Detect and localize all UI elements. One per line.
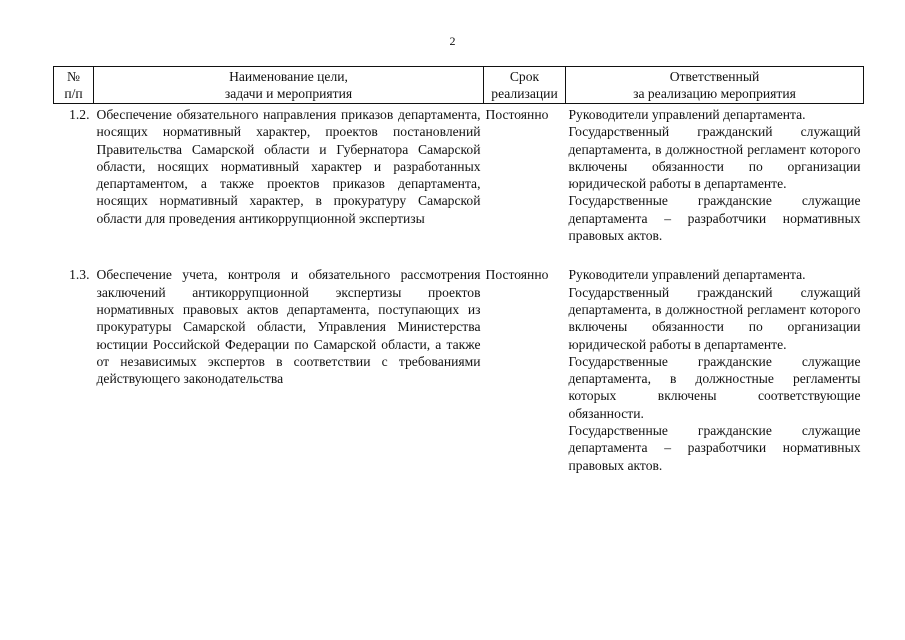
header-number (54, 67, 94, 104)
responsible-item: Государственный гражданский служащий департамента, в должностной регламент которого включены обязанности по организации юридической работы в департаменте. (568, 284, 861, 352)
responsible-item: Руководители управлений департамента. (568, 107, 806, 122)
header-number-line-2: п/п (64, 86, 83, 101)
table-row (54, 104, 864, 245)
header-responsible-line-1: Ответственный (669, 68, 760, 84)
header-name-line-1: Наименование цели, (229, 68, 348, 84)
header-name (94, 67, 484, 104)
responsible-item: Государственный гражданский служащий департамента, в должностной регламент которого включены обязанности по организации юридической работы в департаменте. (568, 124, 861, 192)
header-responsible (566, 67, 864, 104)
row-term: Постоянно (485, 107, 549, 122)
header-term-line-1: Срок (509, 68, 540, 84)
responsible-item: Государственные гражданские служащие департамента – разработчики нормативных правовых актов. (568, 193, 861, 244)
header-term-line-2: реализации (491, 86, 558, 101)
table-row (54, 244, 864, 474)
table-header-row (54, 67, 864, 104)
table-body (54, 104, 864, 474)
row-responsible (566, 104, 864, 245)
table-header (54, 67, 864, 104)
header-term (484, 67, 566, 104)
header-name-line-2: задачи и мероприятия (224, 86, 353, 101)
row-activity-name: Обеспечение учета, контроля и обязательного рассмотрения заключений антикоррупционной экспертизы проектов нормативных правовых актов департамента, поступающих из прокуратуры Самарской области, Управления Министерства юстиции Российской Федерации по Самарской области, а также от независимых экспертов в соответствии с требованиями действующего законодательства (96, 267, 481, 387)
activities-table (53, 66, 864, 474)
row-responsible (566, 244, 864, 474)
responsible-item: Государственные гражданские служащие департамента, в должностные регламенты которых включены соответствующие обязанности. (568, 353, 861, 421)
page-number: 2 (449, 34, 456, 48)
row-number: 1.2. (69, 107, 90, 122)
row-term: Постоянно (485, 267, 549, 283)
header-number-line-1: № (67, 68, 80, 84)
row-activity-name: Обеспечение обязательного направления приказов департамента, носящих нормативный характер, проектов постановлений Правительства Самарской области и Губернатора Самарской области, носящих нормативный характер и разработанных департаментом, а также проектов приказов департамента, носящих нормативный характер, в прокуратуру Самарской области для проведения антикоррупционной экспертизы (96, 107, 481, 226)
row-number: 1.3. (69, 267, 90, 283)
header-responsible-line-2: за реализацию мероприятия (633, 86, 796, 101)
responsible-item: Руководители управлений департамента. (568, 267, 806, 283)
responsible-item: Государственные гражданские служащие департамента – разработчики нормативных правовых актов. (568, 423, 861, 473)
